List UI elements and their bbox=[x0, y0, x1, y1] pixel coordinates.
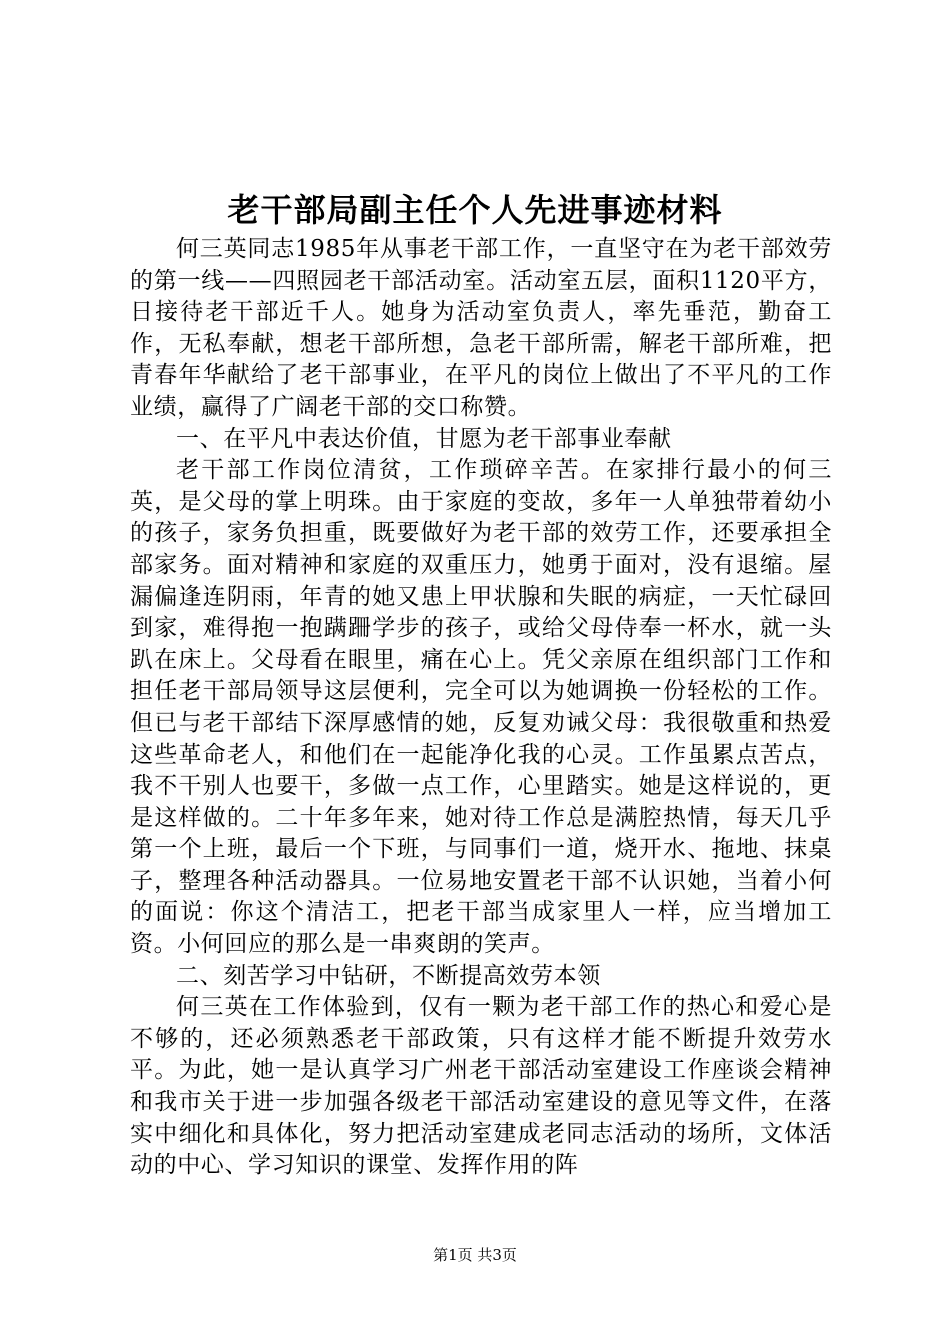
section-heading-1: 一、在平凡中表达价值，甘愿为老干部事业奉献 bbox=[176, 425, 672, 452]
paragraph-intro: 何三英同志1985年从事老干部工作，一直坚守在为老干部效劳的第一线——四照园老干部活动室。活动室五层，面积1120平方，日接待老干部近千人。她身为活动室负责人，率先垂范，勤奋工作，无私奉献，想老干部所想，急老干部所需，解老干部所难，把青春年华献给了老干部事业，在平凡的岗位上做出了不平凡的工作业绩，赢得了广阔老干部的交口称赞。 bbox=[130, 236, 832, 420]
paragraph-section-1: 老干部工作岗位清贫，工作琐碎辛苦。在家排行最小的何三英，是父母的掌上明珠。由于家庭的变故，多年一人单独带着幼小的孩子，家务负担重，既要做好为老干部的效劳工作，还要承担全部家务。面对精神和家庭的双重压力，她勇于面对，没有退缩。屋漏偏逢连阴雨，年青的她又患上甲状腺和失眠的病症，一天忙碌回到家，难得抱一抱蹒跚学步的孩子，或给父母侍奉一杯水，就一头趴在床上。父母看在眼里，痛在心上。凭父亲原在组织部门工作和担任老干部局领导这层便利，完全可以为她调换一份轻松的工作。但已与老干部结下深厚感情的她，反复劝诫父母：我很敬重和热爱这些革命老人，和他们在一起能净化我的心灵。工作虽累点苦点，我不干别人也要干，多做一点工作，心里踏实。她是这样说的，更是这样做的。二十年多年来，她对待工作总是满腔热情，每天几乎第一个上班，最后一个下班，与同事们一道，烧开水、拖地、抹桌子，整理各种活动器具。一位易地安置老干部不认识她，当着小何的面说：你这个清洁工，把老干部当成家里人一样，应当增加工资。小何回应的那么是一串爽朗的笑声。 bbox=[130, 457, 832, 958]
document-title: 老干部局副主任个人先进事迹材料 bbox=[227, 191, 723, 229]
paragraph-section-2: 何三英在工作体验到，仅有一颗为老干部工作的热心和爱心是不够的，还必须熟悉老干部政策，只有这样才能不断提升效劳水平。为此，她一是认真学习广州老干部活动室建设工作座谈会精神和我市关于进一步加强各级老干部活动室建设的意见等文件，在落实中细化和具体化，努力把活动室建成老同志活动的场所，文体活动的中心、学习知识的课堂、发挥作用的阵 bbox=[130, 994, 832, 1179]
section-heading-2: 二、刻苦学习中钻研，不断提高效劳本领 bbox=[176, 962, 601, 989]
page-number-footer: 第1页 共3页 bbox=[433, 1246, 517, 1264]
document-body bbox=[130, 234, 832, 1182]
